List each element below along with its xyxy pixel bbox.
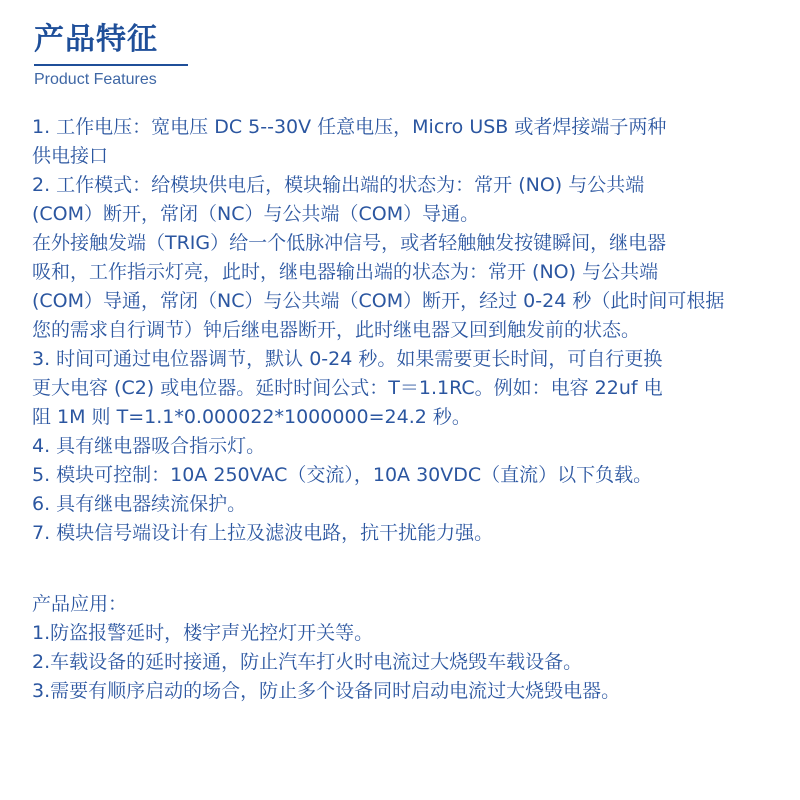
feature-line: 阻 1M 则 T=1.1*0.000022*1000000=24.2 秒。 bbox=[32, 406, 471, 428]
application-line: 3.需要有顺序启动的场合，防止多个设备同时启动电流过大烧毁电器。 bbox=[32, 680, 621, 702]
page-subtitle: Product Features bbox=[34, 71, 157, 88]
title-underline bbox=[34, 64, 188, 66]
feature-line: 5. 模块可控制：10A 250VAC（交流），10A 30VDC（直流）以下负载。 bbox=[32, 464, 653, 486]
feature-line: 2. 工作模式：给模块供电后，模块输出端的状态为：常开 (NO) 与公共端 bbox=[32, 174, 645, 196]
feature-line: 3. 时间可通过电位器调节，默认 0-24 秒。如果需要更长时间，可自行更换 bbox=[32, 348, 663, 370]
feature-line: (COM）导通，常闭（NC）与公共端（COM）断开，经过 0-24 秒（此时间可根据 bbox=[32, 290, 725, 312]
applications-block bbox=[32, 590, 794, 706]
feature-line: (COM）断开，常闭（NC）与公共端（COM）导通。 bbox=[32, 203, 480, 225]
application-line: 1.防盗报警延时，楼宇声光控灯开关等。 bbox=[32, 622, 374, 644]
section-header bbox=[34, 20, 194, 90]
page-title: 产品特征 bbox=[34, 22, 158, 57]
applications-title: 产品应用： bbox=[32, 593, 128, 615]
feature-line: 6. 具有继电器续流保护。 bbox=[32, 493, 247, 515]
features-block bbox=[32, 113, 794, 548]
feature-line: 在外接触发端（TRIG）给一个低脉冲信号，或者轻触触发按键瞬间，继电器 bbox=[32, 232, 667, 254]
feature-line: 供电接口 bbox=[32, 145, 109, 167]
feature-line: 1. 工作电压：宽电压 DC 5--30V 任意电压，Micro USB 或者焊接端子两种 bbox=[32, 116, 667, 138]
feature-line: 吸和，工作指示灯亮，此时，继电器输出端的状态为：常开 (NO) 与公共端 bbox=[32, 261, 659, 283]
feature-line: 4. 具有继电器吸合指示灯。 bbox=[32, 435, 266, 457]
feature-line: 您的需求自行调节）钟后继电器断开，此时继电器又回到触发前的状态。 bbox=[32, 319, 641, 341]
application-line: 2.车载设备的延时接通，防止汽车打火时电流过大烧毁车载设备。 bbox=[32, 651, 583, 673]
feature-line: 7. 模块信号端设计有上拉及滤波电路，抗干扰能力强。 bbox=[32, 522, 494, 544]
feature-line: 更大电容 (C2) 或电位器。延时时间公式：T＝1.1RC。例如：电容 22uf 电 bbox=[32, 377, 663, 399]
